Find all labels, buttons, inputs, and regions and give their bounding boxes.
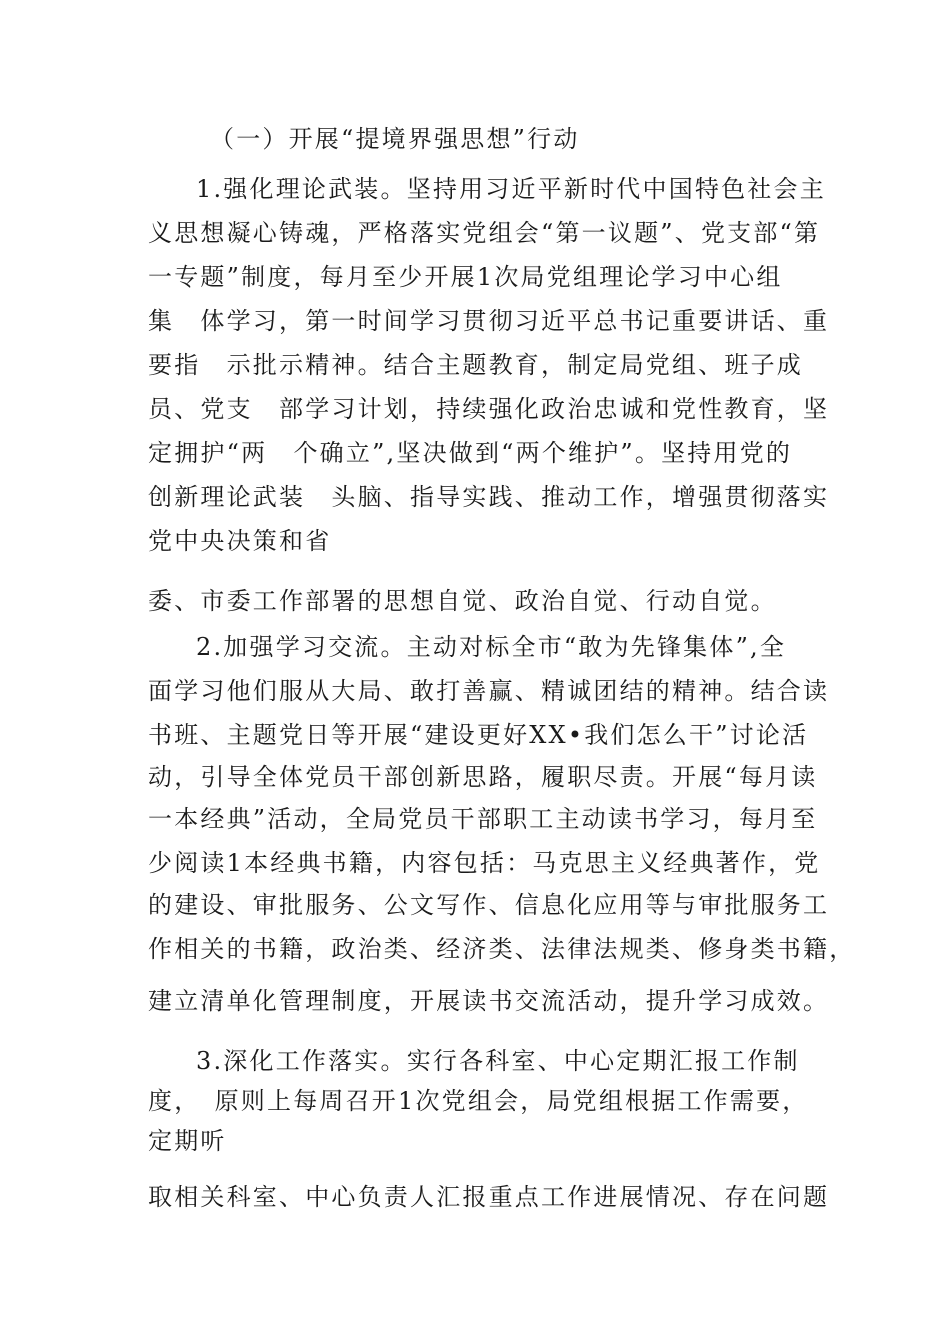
paragraph-line: 2.加强学习交流。主动对标全市“敢为先锋集体”,全 — [196, 633, 787, 661]
paragraph-line: 员、党支 部学习计划，持续强化政治忠诚和党性教育，坚 — [148, 395, 830, 423]
section-heading: （一）开展“提境界强思想”行动 — [210, 125, 580, 153]
paragraph-line: 一专题”制度，每月至少开展1次局党组理论学习中心组 — [148, 263, 783, 291]
paragraph-line: 的建设、审批服务、公文写作、信息化应用等与审批服务工 — [148, 891, 830, 919]
paragraph-line: 少阅读1本经典书籍，内容包括：马克思主义经典著作，党 — [148, 849, 821, 877]
paragraph-line: 创新理论武装 头脑、指导实践、推动工作，增强贯彻落实 — [148, 483, 830, 511]
paragraph-line: 书班、主题党日等开展“建设更好XX•我们怎么干”讨论活 — [148, 721, 809, 749]
paragraph-line: 建立清单化管理制度，开展读书交流活动，提升学习成效。 — [148, 987, 830, 1015]
paragraph-line: 取相关科室、中心负责人汇报重点工作进展情况、存在问题 — [148, 1183, 830, 1211]
paragraph-line: 动，引导全体党员干部创新思路，履职尽责。开展“每月读 — [148, 763, 818, 791]
paragraph-line: 1.强化理论武装。坚持用习近平新时代中国特色社会主 — [196, 175, 826, 203]
paragraph-line: 委、市委工作部署的思想自觉、政治自觉、行动自觉。 — [148, 587, 777, 615]
paragraph-line: 要指 示批示精神。结合主题教育，制定局党组、班子成 — [148, 351, 803, 379]
paragraph-line: 定期听 — [148, 1127, 227, 1155]
paragraph-line: 义思想凝心铸魂，严格落实党组会“第一议题”、党支部“第 — [148, 219, 821, 247]
paragraph-line: 3.深化工作落实。实行各科室、中心定期汇报工作制 — [196, 1047, 800, 1075]
paragraph-line: 面学习他们服从大局、敢打善赢、精诚团结的精神。结合读 — [148, 677, 830, 705]
paragraph-line: 集 体学习，第一时间学习贯彻习近平总书记重要讲话、重 — [148, 307, 830, 335]
paragraph-line: 作相关的书籍，政治类、经济类、法律法规类、修身类书籍， — [148, 935, 856, 963]
paragraph-line: 党中央决策和省 — [148, 527, 332, 555]
paragraph-line: 一本经典”活动，全局党员干部职工主动读书学习，每月至 — [148, 805, 818, 833]
paragraph-line: 定拥护“两 个确立”,坚决做到“两个维护”。坚持用党的 — [148, 439, 793, 467]
paragraph-line: 度， 原则上每周召开1次党组会，局党组根据工作需要， — [148, 1087, 809, 1115]
